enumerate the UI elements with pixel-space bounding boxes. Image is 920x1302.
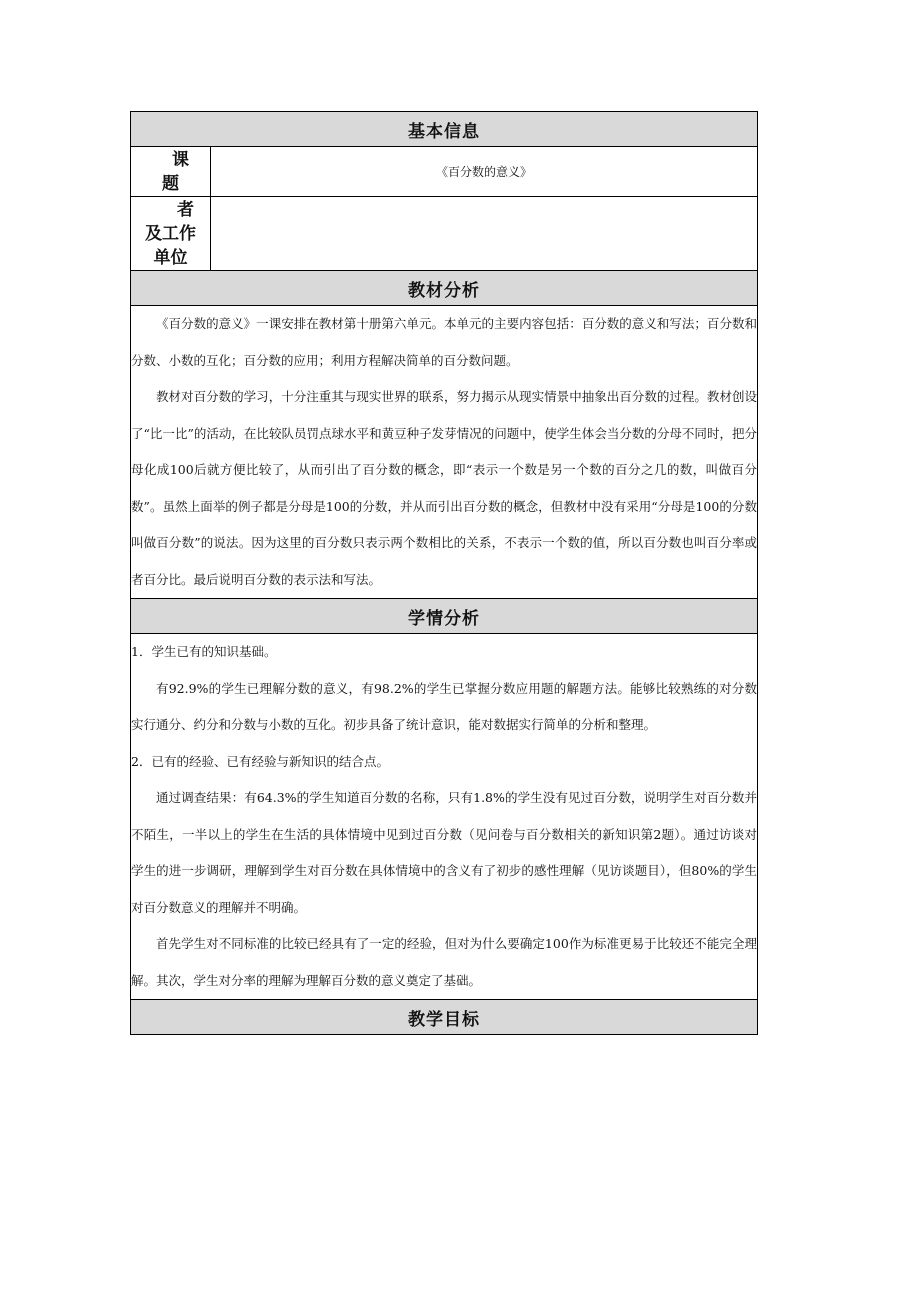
- section-material-analysis-header: [131, 271, 758, 306]
- author-label-cell: [131, 197, 211, 271]
- section-title: 学情分析: [408, 608, 480, 629]
- material-analysis-body: [131, 306, 758, 599]
- author-label-line2: 及工作: [145, 223, 196, 244]
- section-title: 基本信息: [408, 121, 480, 142]
- section-teaching-goals-header: [131, 1000, 758, 1035]
- author-label: [145, 198, 196, 270]
- section-title: 教学目标: [408, 1009, 480, 1030]
- topic-label: [152, 148, 189, 196]
- student-analysis-body: [131, 634, 758, 1000]
- lesson-plan-table: [130, 111, 758, 1035]
- topic-label-line1: 课: [172, 149, 189, 170]
- section-title: 教材分析: [408, 280, 480, 301]
- author-label-line3: 单位: [153, 247, 188, 268]
- author-value-cell: [211, 197, 758, 271]
- student-item1-heading: 1．学生已有的知识基础。: [131, 644, 277, 659]
- topic-label-cell: [131, 147, 211, 197]
- student-item2-text: 通过调查结果：有64.3%的学生知道百分数的名称，只有1.8%的学生没有见过百分数，说明学生对百分数并不陌生，一半以上的学生在生活的具体情境中见到过百分数（见问卷与百分数相关的新知识第2题）。通过访谈对学生的进一步调研，理解到学生对百分数在具体情境中的含义有了初步的感性理解（见访谈题目），但80%的学生对百分数意义的理解并不明确。: [131, 790, 757, 915]
- author-label-line1: 者: [177, 199, 194, 220]
- student-item2-heading: 2．已有的经验、已有经验与新知识的结合点。: [131, 753, 389, 769]
- topic-label-line2: 题: [162, 173, 179, 194]
- student-item3-text: 首先学生对不同标准的比较已经具有了一定的经验，但对为什么要确定100作为标准更易于比较还不能完全理解。其次，学生对分率的理解为理解百分数的意义奠定了基础。: [131, 936, 757, 988]
- topic-value: 《百分数的意义》: [435, 165, 532, 179]
- section-student-analysis-header: [131, 599, 758, 634]
- topic-value-cell: [211, 147, 758, 197]
- lesson-plan-document: [130, 111, 757, 1035]
- material-paragraph-2: 教材对百分数的学习，十分注重其与现实世界的联系，努力揭示从现实情景中抽象出百分数的过程。教材创设了“比一比”的活动，在比较队员罚点球水平和黄豆种子发芽情况的问题中，使学生体会当分数的分母不同时，把分母化成100后就方便比较了，从而引出了百分数的概念，即“表示一个数是另一个数的百分之几的数，叫做百分数”。虽然上面举的例子都是分母是100的分数，并从而引出百分数的概念，但教材中没有采用“分母是100的分数叫做百分数”的说法。因为这里的百分数只表示两个数相比的关系，不表示一个数的值，所以百分数也叫百分率或者百分比。最后说明百分数的表示法和写法。: [131, 389, 757, 587]
- student-item1-text: 有92.9%的学生已理解分数的意义，有98.2%的学生已掌握分数应用题的解题方法。能够比较熟练的对分数实行通分、约分和分数与小数的互化。初步具备了统计意识，能对数据实行简单的分析和整理。: [131, 680, 757, 732]
- section-basic-info-header: [131, 112, 758, 147]
- material-paragraph-1: 《百分数的意义》一课安排在教材第十册第六单元。本单元的主要内容包括：百分数的意义和写法；百分数和分数、小数的互化；百分数的应用；利用方程解决简单的百分数问题。: [131, 316, 757, 368]
